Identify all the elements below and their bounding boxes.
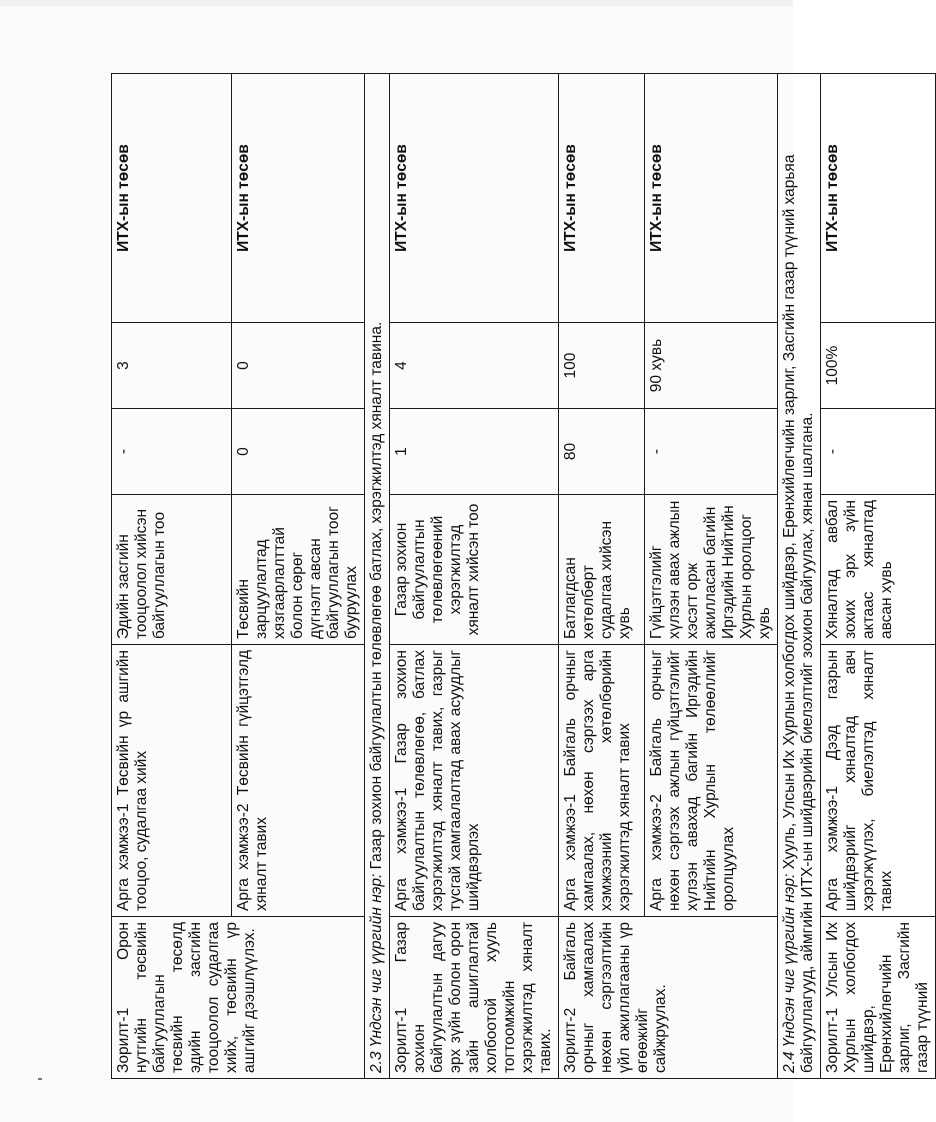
section-label: 2.4 Үндсэн чиг үүргийн нэр: — [781, 873, 798, 1073]
source-cell: ИТХ-ын төсөв — [232, 74, 365, 323]
source-cell: ИТХ-ын төсөв — [112, 74, 232, 323]
measure-cell: Арга хэмжээ-2 Байгаль орчныг нөхөн сэргээх ажлын гүйцэтгэлийг хүлээн авахад багийн Иргэдийн Нийтийн Хурлын төлөөллийг оролцуулах — [645, 645, 778, 917]
source-cell: ИТХ-ын төсөв — [390, 74, 559, 323]
baseline-cell: 1 — [390, 409, 559, 495]
section-heading — [365, 74, 390, 1079]
section-row — [778, 74, 821, 1079]
measure-cell: Арга хэмжээ-1 Төсвийн үр ашгийн тооцоо, судалгаа хийх — [112, 645, 232, 917]
source-cell: ИТХ-ын төсөв — [559, 74, 645, 323]
baseline-cell: - — [645, 409, 778, 495]
measure-cell: Арга хэмжээ-1 Байгаль орчныг хамгаалах, нөхөн сэргээх арга хэмжээний хөтөлбөрийн хэрэгжилтэд хяналт тавих — [559, 645, 645, 917]
indicator-cell: Эдийн засгийн тооцоолол хийсэн байгууллагын тоо — [112, 495, 232, 645]
indicator-cell: Батлагдсан хөтөлбөрт судалгаа хийсэн хувь — [559, 495, 645, 645]
objective-cell: Зорилт-1 Улсын Их Хурлын холбогдох шийдвэр, Ерөнхийлөгчийн зарлиг, Засгийн газар түүний — [821, 917, 936, 1079]
section-text: Хууль, Улсын Их Хурлын холбогдох шийдвэр, Ерөнхийлөгчийн зарлиг, Засгийн газар түүний харьяа байгууллагууд, аймгийн ИТХ-ын шийдвэрийн биелэлтийг зохион байгуулах, хянан шалгана. — [781, 154, 816, 1073]
indicator-cell: Төсвийн зарцуулалтад хязгаарлалттай болон сөрөг дүгнэлт авсан байгууллагын тоог бууруулах — [232, 495, 365, 645]
indicator-cell: Хяналтад авбал зохих эрх зүйн актаас хяналтад авсан хувь — [821, 495, 936, 645]
measure-cell: Арга хэмжээ-2 Төсвийн гүйцэтгэлд хяналт тавих — [232, 645, 365, 917]
table-row — [112, 74, 232, 1079]
baseline-cell: - — [112, 409, 232, 495]
objective-cell: Зорилт-2 Байгаль орчныг хамгаалах нөхөн сэргээлтийн үйл ажиллагааны үр өгөөжийг сайжруулах. — [559, 917, 778, 1079]
table-row — [390, 74, 559, 1079]
source-cell: ИТХ-ын төсөв — [821, 74, 936, 323]
section-row — [365, 74, 390, 1079]
table-row — [821, 74, 936, 1079]
target-cell: 3 — [112, 323, 232, 409]
measure-cell: Арга хэмжээ-1 Дээд газрын шийдвэрийг хяналтад авч хэрэгжүүлэх, биелэлтэд хяналт тавих — [821, 645, 936, 917]
section-heading — [778, 74, 821, 1079]
baseline-cell: 0 — [232, 409, 365, 495]
target-cell: 100 — [559, 323, 645, 409]
baseline-cell: - — [821, 409, 936, 495]
scan-top-edge — [0, 0, 793, 6]
objective-cell: Зорилт-1 Газар зохион байгуулалтын дагуу эрх зүйн болон орон зайн ашиглалтай холбоотой хууль тогтоомжийн хэрэгжилтэд хяналт тавих. — [390, 917, 559, 1079]
target-cell: 4 — [390, 323, 559, 409]
section-label: 2.3 Үндсэн чиг үүргийн нэр: — [368, 873, 385, 1073]
source-cell: ИТХ-ын төсөв — [645, 74, 778, 323]
plan-table — [111, 73, 936, 1079]
objective-cell: Зорилт-1 Орон нутгийн төсвийн байгууллагын төсвийн төсөлд эдийн засгийн тооцоолол судалгаа хийх, төсвийн үр ашгийг дээшлүүлэх. — [112, 917, 365, 1079]
rotated-table-container — [111, 74, 931, 1079]
scan-speck — [38, 1078, 42, 1080]
measure-cell: Арга хэмжээ-1 Газар зохион байгуулалтын төлөвлөгөө, батлах хэрэгжилтэд хяналт тавих, газрыг тусгай хамгаалалтад авах асуудлыг шийдвэрлэх — [390, 645, 559, 917]
indicator-cell: Газар зохион байгуулалтын төлөвлөгөөний хэрэгжилтэд хяналт хийсэн тоо — [390, 495, 559, 645]
section-text: Газар зохион байгуулалтын төлөвлөгөө батлах, хэрэгжилтэд хяналт тавина. — [368, 321, 385, 874]
indicator-cell: Гүйцэтгэлийг хүлээн авах ажлын хэсэгт орж ажилласан багийн Иргэдийн Нийтийн Хурлын оролцоог хувь — [645, 495, 778, 645]
target-cell: 100% — [821, 323, 936, 409]
baseline-cell: 80 — [559, 409, 645, 495]
target-cell: 90 хувь — [645, 323, 778, 409]
table-row — [559, 74, 645, 1079]
target-cell: 0 — [232, 323, 365, 409]
